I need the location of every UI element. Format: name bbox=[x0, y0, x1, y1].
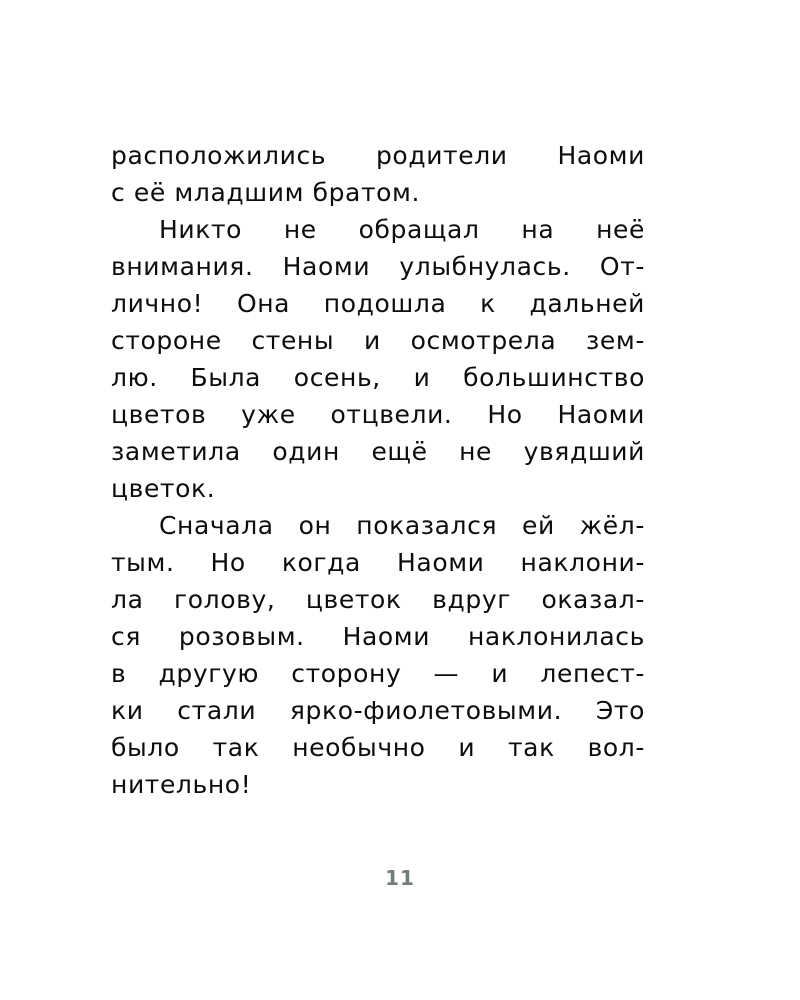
paragraph-start-line: Сначала он показался ей жёл- bbox=[159, 511, 645, 540]
paragraph-start-line: Никто не обращал на неё bbox=[159, 215, 645, 244]
text-line: цветок. bbox=[111, 474, 216, 503]
text-line: ки стали ярко-фиолетовыми. Это bbox=[111, 696, 645, 725]
text-line: внимания. Наоми улыбнулась. От- bbox=[111, 252, 645, 281]
text-line: в другую сторону — и лепест- bbox=[111, 659, 645, 688]
book-page-text bbox=[111, 137, 645, 803]
text-line: ся розовым. Наоми наклонилась bbox=[111, 622, 645, 651]
text-line: расположились родители Наоми bbox=[111, 141, 645, 170]
text-line: ла голову, цветок вдруг оказал- bbox=[111, 585, 645, 614]
text-line: с её младшим братом. bbox=[111, 178, 421, 207]
text-line: нительно! bbox=[111, 770, 252, 799]
text-line: тым. Но когда Наоми наклони- bbox=[111, 548, 645, 577]
text-line: лю. Была осень, и большинство bbox=[111, 363, 645, 392]
text-line: стороне стены и осмотрела зем- bbox=[111, 326, 645, 355]
text-line: цветов уже отцвели. Но Наоми bbox=[111, 400, 645, 429]
text-line: лично! Она подошла к дальней bbox=[111, 289, 645, 318]
text-line: было так необычно и так вол- bbox=[111, 733, 645, 762]
page-number: 11 bbox=[385, 866, 415, 890]
text-line: заметила один ещё не увядший bbox=[111, 437, 645, 466]
